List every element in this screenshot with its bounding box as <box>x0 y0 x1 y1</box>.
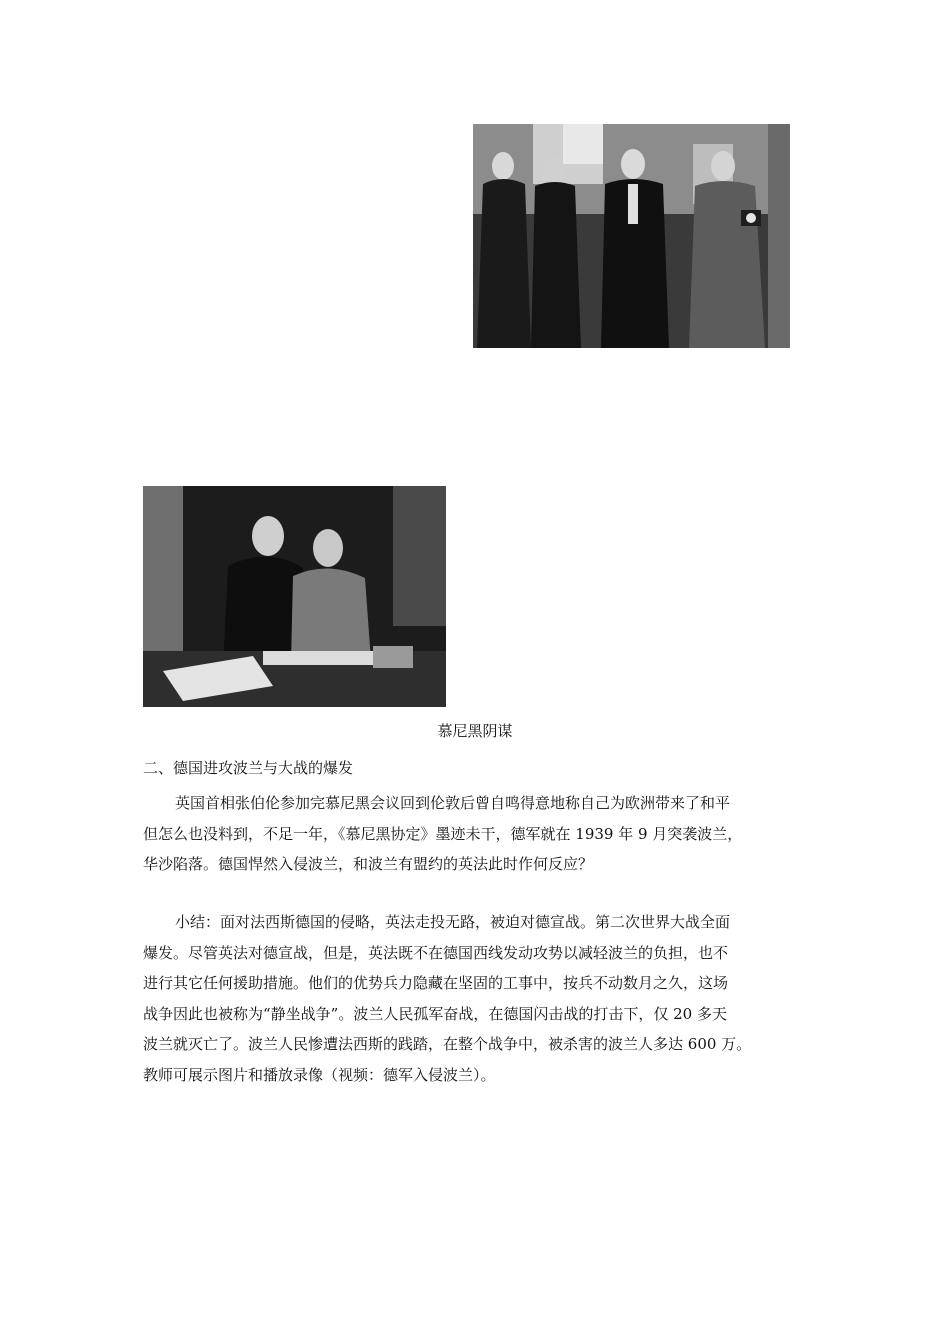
paragraph-line: 英国首相张伯伦参加完慕尼黑会议回到伦敦后曾自鸣得意地称自己为欧洲带来了和平 <box>175 794 731 812</box>
section-heading: 二、德国进攻波兰与大战的爆发 <box>143 759 354 777</box>
paragraph-line: 华沙陷落。德国悍然入侵波兰，和波兰有盟约的英法此时作何反应？ <box>143 855 594 873</box>
paragraph-line: 但怎么也没料到，不足一年，《慕尼黑协定》墨迹未干，德军就在 1939 年 9 月突袭波兰， <box>143 824 743 843</box>
paragraph-line: 波兰就灭亡了。波兰人民惨遭法西斯的践踏，在整个战争中，被杀害的波兰人多达 600 万。 <box>143 1035 752 1053</box>
photo-signing-agreement <box>143 486 446 707</box>
paragraph-intro <box>143 788 823 880</box>
paragraph-line: 进行其它任何援助措施。他们的优势兵力隐藏在坚固的工事中，按兵不动数月之久，这场 <box>143 974 729 992</box>
photo-caption: 慕尼黑阴谋 <box>437 722 513 740</box>
paragraph-summary <box>143 907 823 1090</box>
paragraph-line: 战争因此也被称为“静坐战争”。波兰人民孤军奋战，在德国闪击战的打击下，仅 20 多天 <box>143 1004 727 1023</box>
paragraph-line: 教师可展示图片和播放录像（视频：德军入侵波兰）。 <box>143 1065 496 1084</box>
paragraph-line: 爆发。尽管英法对德宣战，但是，英法既不在德国西线发动攻势以减轻波兰的负担，也不 <box>143 943 729 962</box>
paragraph-line: 小结：面对法西斯德国的侵略，英法走投无路，被迫对德宣战。第二次世界大战全面 <box>175 913 731 931</box>
photo-leaders-standing <box>473 124 790 348</box>
